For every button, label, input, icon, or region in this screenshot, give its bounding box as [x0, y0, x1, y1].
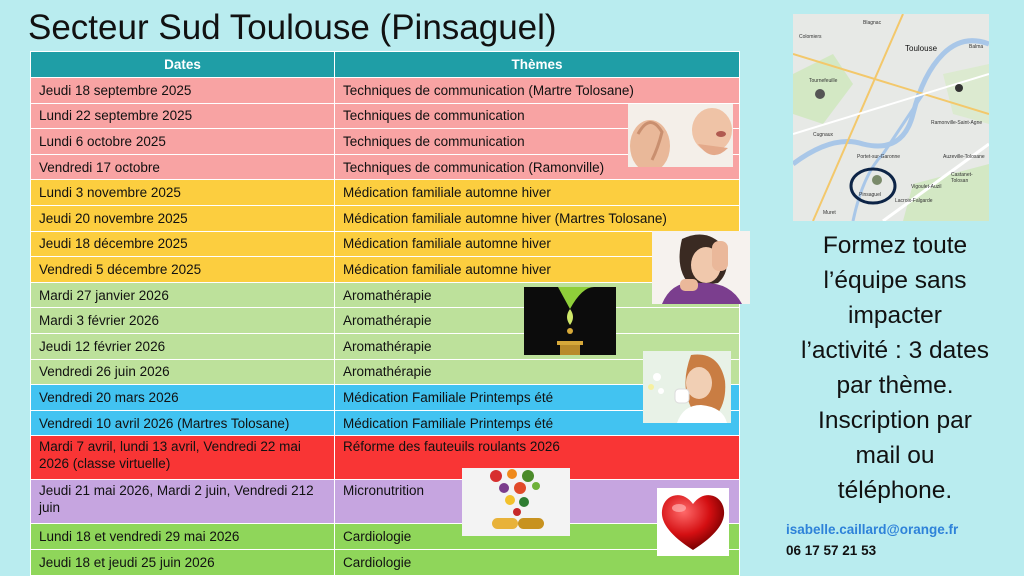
table-row: [31, 549, 740, 575]
table-row: [31, 480, 740, 524]
tagline-line: par thème.: [836, 372, 954, 399]
table-row: [31, 282, 740, 308]
table-row: [31, 180, 740, 206]
row-theme: Médication Familiale Printemps été: [335, 385, 740, 411]
contact-phone[interactable]: 06 17 57 21 53: [786, 543, 877, 558]
row-theme: Médication familiale automne hiver: [335, 180, 740, 206]
row-date: Jeudi 20 novembre 2025: [31, 205, 335, 231]
map-label-colomiers: Colomiers: [799, 34, 822, 40]
row-date: Vendredi 20 mars 2026: [31, 385, 335, 411]
row-date: Lundi 18 et vendredi 29 mai 2026: [31, 524, 335, 550]
row-date: Lundi 22 septembre 2025: [31, 103, 335, 129]
row-date: Vendredi 5 décembre 2025: [31, 257, 335, 283]
map-label-muret: Muret: [823, 210, 836, 216]
tagline-line: impacter: [848, 302, 942, 329]
row-theme: Techniques de communication (Martre Tolosane): [335, 78, 740, 104]
table-row: [31, 385, 740, 411]
row-date: Jeudi 21 mai 2026, Mardi 2 juin, Vendredi 212 juin: [31, 480, 335, 524]
row-theme: Médication familiale automne hiver: [335, 231, 740, 257]
tagline-line: téléphone.: [837, 477, 953, 504]
row-theme: Médication familiale automne hiver: [335, 257, 740, 283]
table-row: [31, 231, 740, 257]
row-theme: Cardiologie: [335, 549, 740, 575]
contact-email[interactable]: isabelle.caillard@orange.fr: [786, 522, 959, 537]
essential-oil-drop-photo: [524, 287, 616, 355]
table-row: [31, 308, 740, 334]
row-date: Vendredi 17 octobre: [31, 154, 335, 180]
table-row: [31, 78, 740, 104]
row-date: Mardi 3 février 2026: [31, 308, 335, 334]
row-theme: Techniques de communication (Ramonville): [335, 154, 740, 180]
heart-icon: [657, 488, 729, 556]
sick-woman-photo: [652, 231, 750, 304]
ear-listening-photo: [628, 104, 733, 167]
row-date: Jeudi 18 décembre 2025: [31, 231, 335, 257]
row-date: Mardi 7 avril, lundi 13 avril, Vendredi 22 mai 2026 (classe virtuelle): [31, 436, 335, 480]
tagline-line: Inscription par: [818, 407, 972, 434]
map-label-blagnac: Blagnac: [863, 20, 882, 26]
tagline-line: l’activité : 3 dates: [801, 337, 989, 364]
table-row: [31, 205, 740, 231]
row-theme: Techniques de communication: [335, 129, 740, 155]
row-date: Mardi 27 janvier 2026: [31, 282, 335, 308]
header-themes: Thèmes: [335, 52, 740, 78]
map-label-pinsaguel: Pinsaguel: [859, 192, 881, 198]
map-label-balma: Balma: [969, 44, 984, 50]
row-date: Jeudi 18 et jeudi 25 juin 2026: [31, 549, 335, 575]
map-label-portet: Portet-sur-Garonne: [857, 154, 901, 160]
tagline-line: mail ou: [855, 442, 935, 469]
header-dates: Dates: [31, 52, 335, 78]
map-label-auzeville: Auzeville-Tolosane: [943, 154, 985, 160]
row-theme: Aromathérapie: [335, 359, 740, 385]
row-theme: Aromathérapie: [335, 308, 740, 334]
row-date: Lundi 6 octobre 2025: [31, 129, 335, 155]
map-label-tournefeuille: Tournefeuille: [809, 78, 838, 84]
table-row: [31, 333, 740, 359]
map-label-vigoulet: Vigoulet-Auzil: [911, 184, 942, 190]
tagline: [770, 228, 1020, 508]
row-date: Jeudi 12 février 2026: [31, 333, 335, 359]
page-title: Secteur Sud Toulouse (Pinsaguel): [28, 8, 557, 47]
table-row: [31, 524, 740, 550]
row-theme: Cardiologie: [335, 524, 740, 550]
row-date: Vendredi 10 avril 2026 (Martres Tolosane): [31, 410, 335, 436]
tagline-line: l’équipe sans: [823, 267, 967, 294]
table-header-row: [31, 52, 740, 78]
table-row: [31, 410, 740, 436]
map-label-lacroix: Lacroix-Falgarde: [895, 198, 933, 204]
row-theme: Techniques de communication: [335, 103, 740, 129]
table-row: [31, 257, 740, 283]
row-date: Jeudi 18 septembre 2025: [31, 78, 335, 104]
row-theme: Réforme des fauteuils roulants 2026: [335, 436, 740, 480]
map-label-castanet: Castanet-Tolosan: [951, 172, 973, 184]
map-label-toulouse: Toulouse: [905, 44, 938, 53]
row-theme: Micronutrition: [335, 480, 740, 524]
row-theme: Médication Familiale Printemps été: [335, 410, 740, 436]
micronutrition-capsule-photo: [462, 468, 570, 536]
row-date: Lundi 3 novembre 2025: [31, 180, 335, 206]
row-theme: Médication familiale automne hiver (Martres Tolosane): [335, 205, 740, 231]
row-date: Vendredi 26 juin 2026: [31, 359, 335, 385]
map-label-ramonville: Ramonville-Saint-Agne: [931, 120, 983, 126]
row-theme: Aromathérapie: [335, 282, 740, 308]
map-label-cugnaux: Cugnaux: [813, 132, 834, 138]
row-theme: Aromathérapie: [335, 333, 740, 359]
table-row: [31, 436, 740, 480]
table-row: [31, 359, 740, 385]
area-map: [793, 14, 989, 221]
tagline-line: Formez toute: [822, 232, 968, 259]
sneezing-woman-photo: [643, 351, 731, 423]
